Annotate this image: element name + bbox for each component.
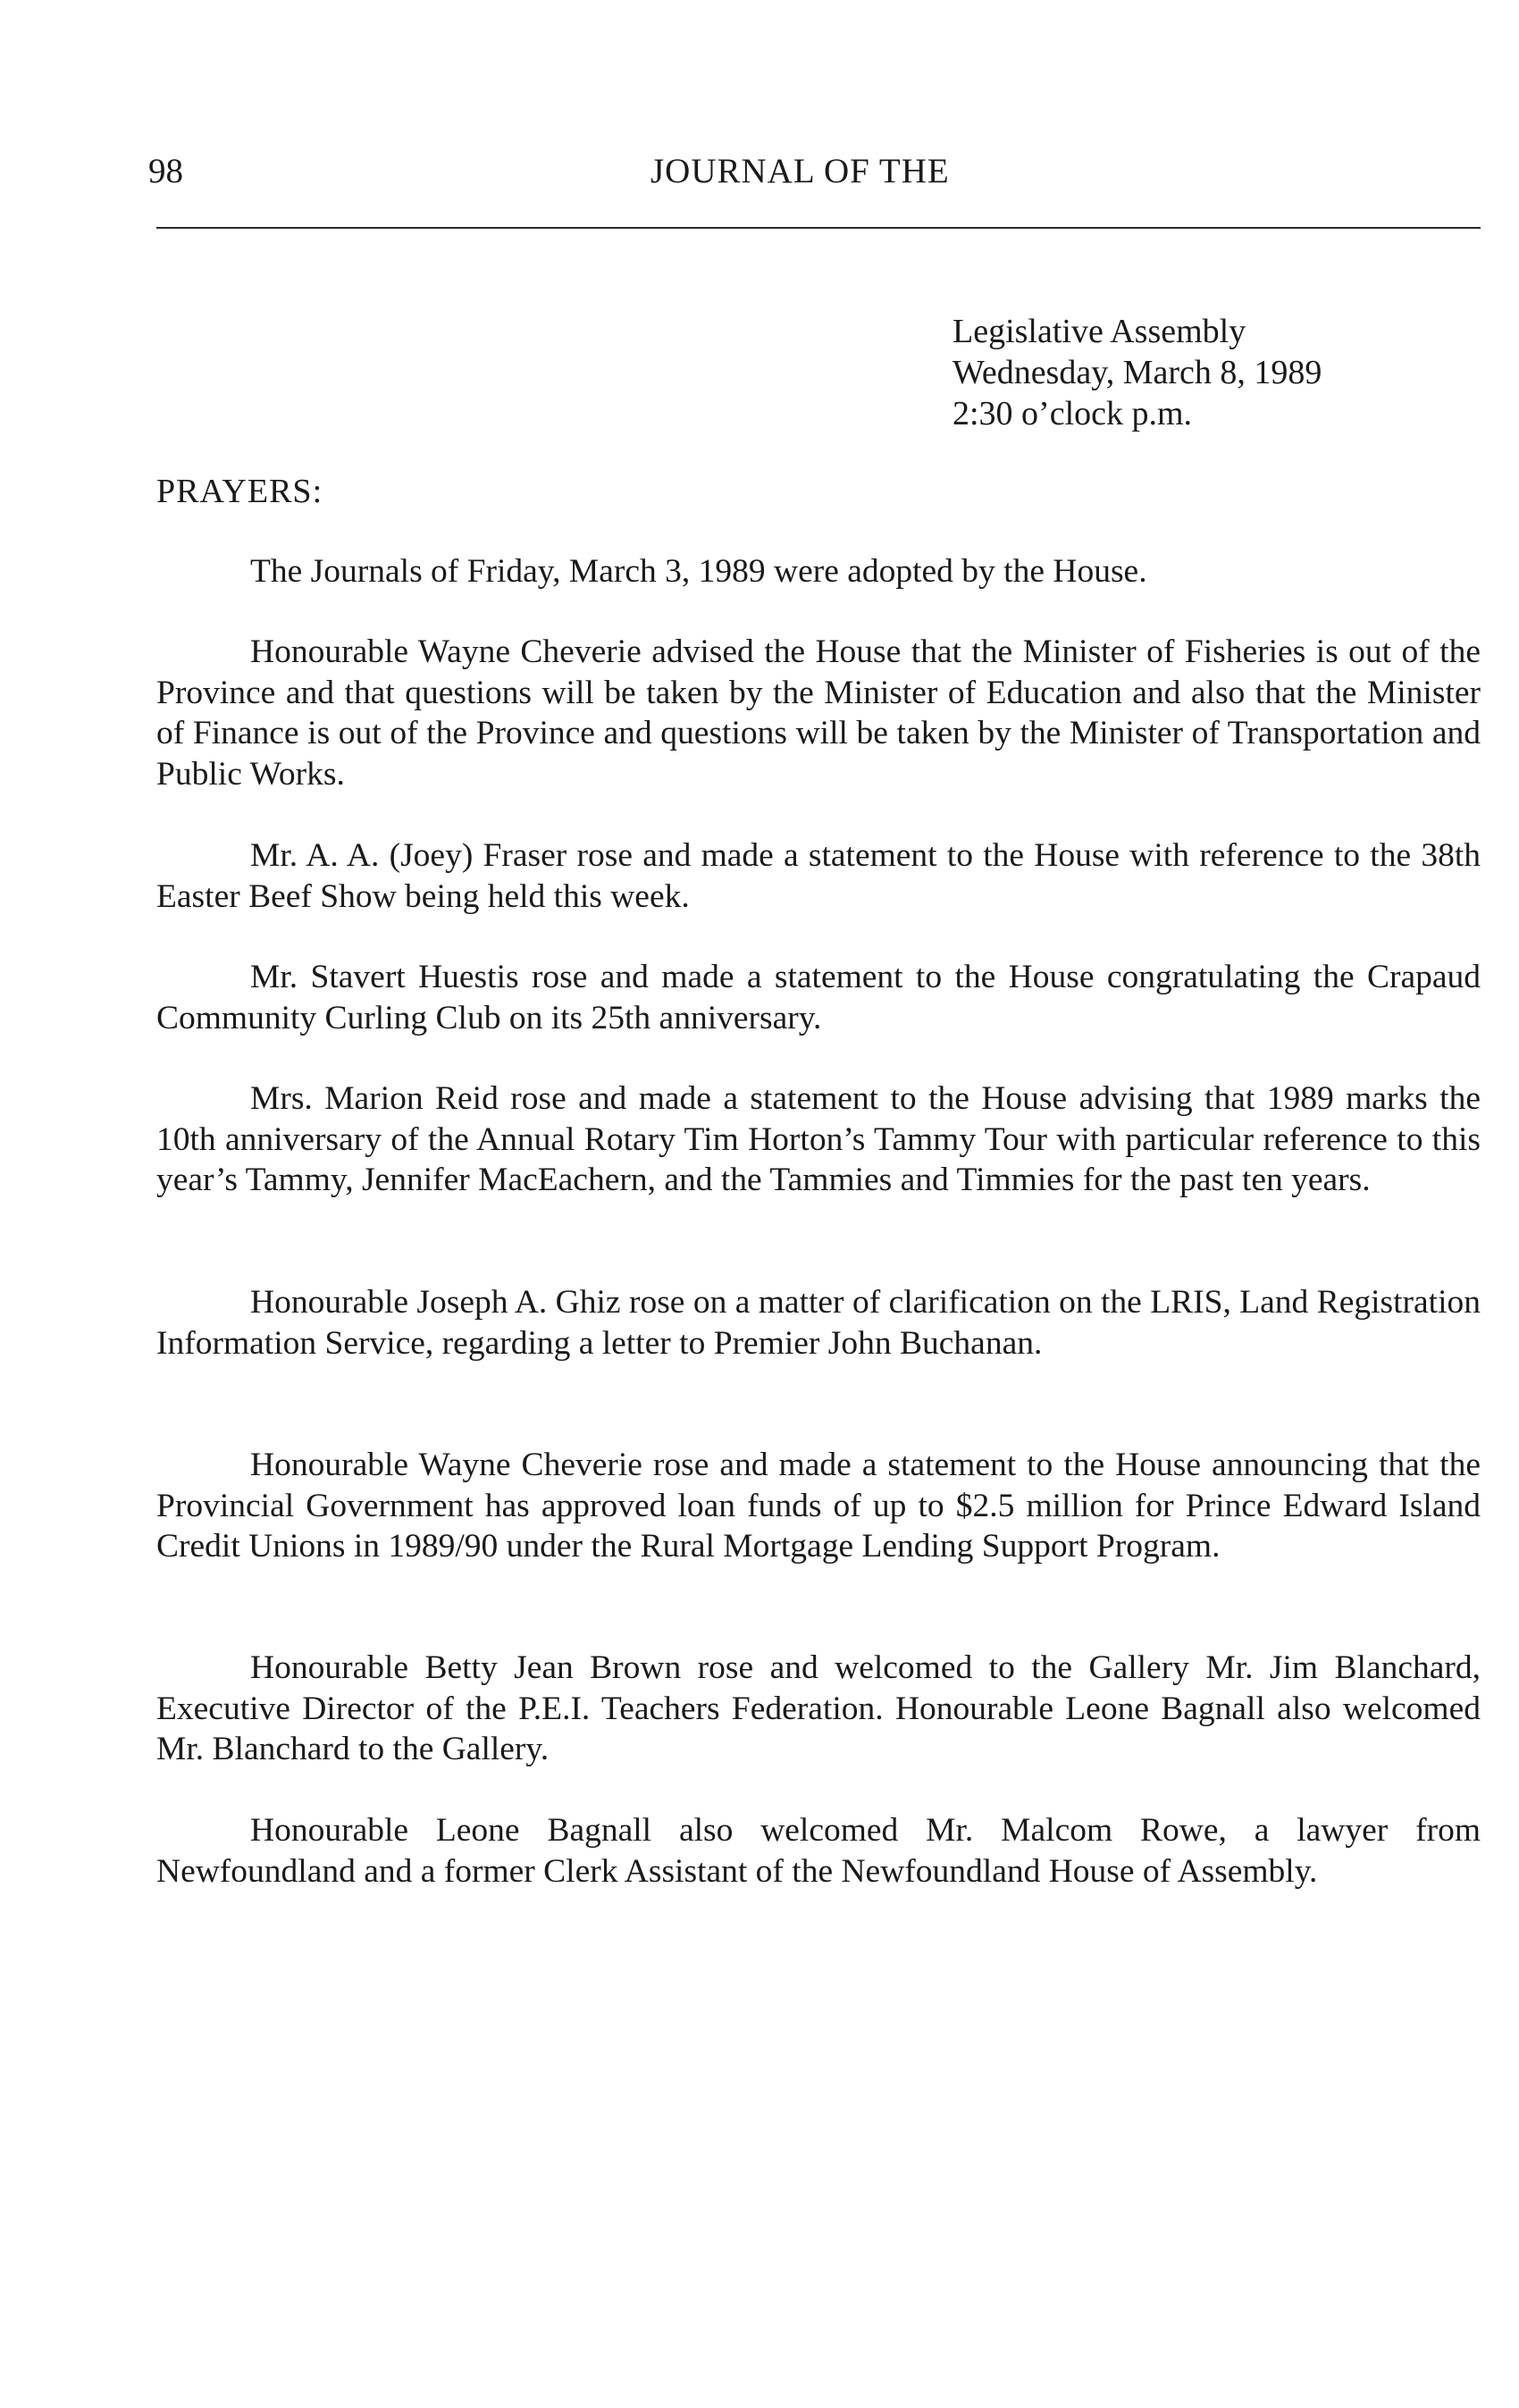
page-number: 98	[148, 152, 183, 190]
paragraph-journals-adopted: The Journals of Friday, March 3, 1989 were adopted by the House.	[250, 553, 1147, 590]
paragraph-ministers-absent: Honourable Wayne Cheverie advised the House that the Minister of Fisheries is out of the Province and that questions will be taken by the Minister of Education and also that the Minister of Finance is out of the Province and questions will be taken by the Minister of Transportation and Public Works.	[156, 633, 1481, 793]
paragraph-gallery-rowe: Honourable Leone Bagnall also welcomed Mr. Malcom Rowe, a lawyer from Newfoundland and a former Clerk Assistant of the Newfoundland House of Assembly.	[156, 1812, 1481, 1890]
paragraph-tammy-tour: Mrs. Marion Reid rose and made a statement to the House advising that 1989 marks the 10th anniversary of the Annual Rotary Tim Horton’s Tammy Tour with particular reference to this year’s Tammy, Jennifer MacEachern, and the Tammies and Timmies for the past ten years.	[156, 1080, 1481, 1199]
dateline-time: 2:30 o’clock p.m.	[953, 395, 1193, 432]
dateline-assembly: Legislative Assembly	[953, 313, 1246, 350]
paragraph-credit-unions: Honourable Wayne Cheverie rose and made a statement to the House announcing that the Provincial Government has approved loan funds of up to $2.5 million for Prince Edward Island Credit Unions in 1989/90 under the Rural Mortgage Lending Support Program.	[156, 1447, 1481, 1565]
dateline-date: Wednesday, March 8, 1989	[953, 354, 1322, 391]
paragraph-curling-club: Mr. Stavert Huestis rose and made a statement to the House congratulating the Crapaud Community Curling Club on its 25th anniversary.	[156, 959, 1481, 1036]
running-title: JOURNAL OF THE	[650, 152, 950, 190]
prayers-heading: PRAYERS:	[156, 473, 323, 510]
paragraph-gallery-blanchard: Honourable Betty Jean Brown rose and welcomed to the Gallery Mr. Jim Blanchard, Executive Director of the P.E.I. Teachers Federation. Honourable Leone Bagnall also welcomed Mr. Blanchard to the Gallery.	[156, 1649, 1481, 1768]
paragraph-lris: Honourable Joseph A. Ghiz rose on a matter of clarification on the LRIS, Land Registration Information Service, regarding a letter to Premier John Buchanan.	[156, 1284, 1481, 1362]
header-rule	[156, 227, 1481, 229]
dateline	[953, 311, 1322, 434]
paragraph-beef-show: Mr. A. A. (Joey) Fraser rose and made a statement to the House with reference to the 38th Easter Beef Show being held this week.	[156, 837, 1481, 915]
